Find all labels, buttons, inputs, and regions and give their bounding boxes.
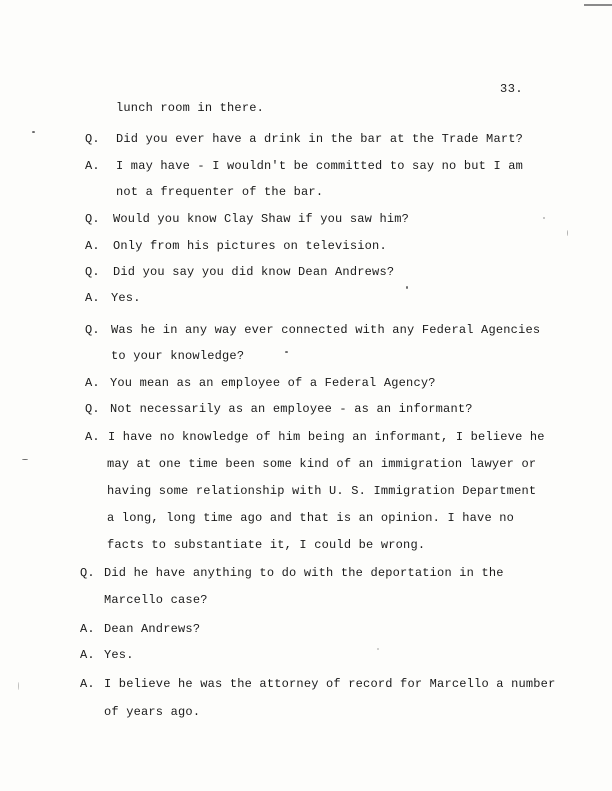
question-marker: Q. bbox=[85, 132, 100, 146]
question-marker: Q. bbox=[85, 212, 100, 226]
question-marker: Q. bbox=[85, 402, 100, 416]
line-text: I may have - I wouldn't be committed to say no but I am bbox=[116, 159, 524, 173]
line-text: Marcello case? bbox=[104, 593, 208, 607]
line-text: You mean as an employee of a Federal Agency? bbox=[110, 376, 436, 390]
line-text: Dean Andrews? bbox=[104, 622, 201, 636]
line-text: to your knowledge? bbox=[111, 349, 245, 363]
line-text: I believe he was the attorney of record for Marcello a number bbox=[104, 677, 556, 691]
line-text: Did you ever have a drink in the bar at the Trade Mart? bbox=[116, 132, 524, 146]
question-marker: Q. bbox=[85, 323, 100, 337]
answer-marker: A. bbox=[85, 291, 100, 305]
line-text: I have no knowledge of him being an informant, I believe he bbox=[108, 430, 545, 444]
line-text: of years ago. bbox=[104, 705, 201, 719]
answer-marker: A. bbox=[80, 622, 95, 636]
scan-speck bbox=[377, 648, 379, 650]
scan-speck bbox=[543, 217, 545, 219]
line-text: Yes. bbox=[111, 291, 141, 305]
line-text: a long, long time ago and that is an opinion. I have no bbox=[107, 511, 515, 525]
line-text: Did you say you did know Dean Andrews? bbox=[113, 265, 395, 279]
corner-scan-mark bbox=[584, 4, 612, 6]
scan-speck bbox=[32, 131, 35, 133]
page-number: 33. bbox=[500, 82, 524, 96]
answer-marker: A. bbox=[85, 430, 100, 444]
line-text: Not necessarily as an employee - as an informant? bbox=[110, 402, 473, 416]
line-text: Yes. bbox=[104, 648, 134, 662]
scan-speck bbox=[18, 682, 19, 690]
scan-speck bbox=[567, 230, 568, 236]
line-text: lunch room in there. bbox=[116, 101, 265, 115]
line-text: Was he in any way ever connected with any Federal Agencies bbox=[111, 323, 541, 337]
answer-marker: A. bbox=[85, 376, 100, 390]
scan-speck bbox=[22, 459, 28, 460]
line-text: Did he have anything to do with the deportation in the bbox=[104, 566, 504, 580]
scan-speck bbox=[285, 351, 288, 353]
question-marker: Q. bbox=[85, 265, 100, 279]
line-text: facts to substantiate it, I could be wrong. bbox=[107, 538, 426, 552]
answer-marker: A. bbox=[80, 648, 95, 662]
line-text: not a frequenter of the bar. bbox=[116, 185, 324, 199]
line-text: Only from his pictures on television. bbox=[113, 239, 387, 253]
answer-marker: A. bbox=[85, 239, 100, 253]
question-marker: Q. bbox=[80, 566, 95, 580]
line-text: having some relationship with U. S. Immigration Department bbox=[107, 484, 537, 498]
line-text: may at one time been some kind of an immigration lawyer or bbox=[107, 457, 537, 471]
answer-marker: A. bbox=[85, 159, 100, 173]
scan-speck bbox=[406, 286, 408, 289]
line-text: Would you know Clay Shaw if you saw him? bbox=[113, 212, 410, 226]
answer-marker: A. bbox=[80, 677, 95, 691]
